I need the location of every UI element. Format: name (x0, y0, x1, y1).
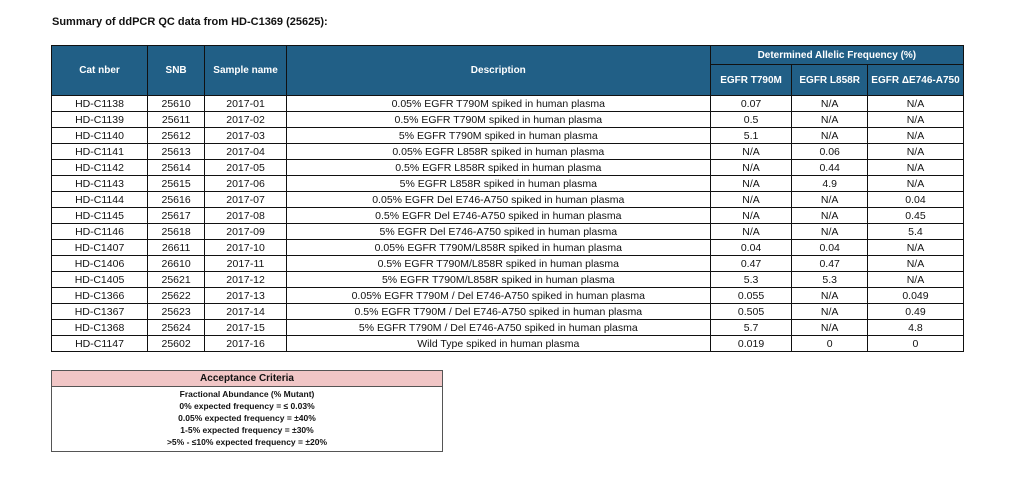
egfr-t790m-cell: 0.5 (710, 112, 792, 128)
header-cat-nber: Cat nber (52, 46, 148, 96)
egfr-t790m-cell: N/A (710, 144, 792, 160)
header-egfr-t790m: EGFR T790M (710, 65, 792, 96)
egfr-t790m-cell: 5.1 (710, 128, 792, 144)
snb-cell: 25623 (148, 304, 205, 320)
description-cell: 0.05% EGFR T790M spiked in human plasma (286, 96, 710, 112)
table-row (52, 336, 964, 352)
egfr-del-cell: 5.4 (867, 224, 963, 240)
table-row (52, 304, 964, 320)
cat-nber-cell: HD-C1406 (52, 256, 148, 272)
description-cell: 0.05% EGFR T790M / Del E746-A750 spiked in human plasma (286, 288, 710, 304)
egfr-del-cell: N/A (867, 112, 963, 128)
sample-name-cell: 2017-15 (205, 320, 287, 336)
egfr-l858r-cell: 0 (792, 336, 868, 352)
table-row (52, 240, 964, 256)
egfr-l858r-cell: N/A (792, 320, 868, 336)
egfr-del-cell: 4.8 (867, 320, 963, 336)
description-cell: 0.5% EGFR T790M spiked in human plasma (286, 112, 710, 128)
snb-cell: 25602 (148, 336, 205, 352)
cat-nber-cell: HD-C1144 (52, 192, 148, 208)
egfr-l858r-cell: 0.06 (792, 144, 868, 160)
egfr-del-cell: N/A (867, 160, 963, 176)
table-row (52, 176, 964, 192)
table-row (52, 288, 964, 304)
description-cell: 0.5% EGFR T790M / Del E746-A750 spiked in human plasma (286, 304, 710, 320)
criteria-body (52, 387, 442, 451)
cat-nber-cell: HD-C1367 (52, 304, 148, 320)
description-cell: 0.05% EGFR T790M/L858R spiked in human plasma (286, 240, 710, 256)
cat-nber-cell: HD-C1142 (52, 160, 148, 176)
snb-cell: 25622 (148, 288, 205, 304)
header-snb: SNB (148, 46, 205, 96)
description-cell: 5% EGFR T790M/L858R spiked in human plasma (286, 272, 710, 288)
table-row (52, 272, 964, 288)
description-cell: 5% EGFR L858R spiked in human plasma (286, 176, 710, 192)
cat-nber-cell: HD-C1139 (52, 112, 148, 128)
sample-name-cell: 2017-09 (205, 224, 287, 240)
egfr-del-cell: N/A (867, 176, 963, 192)
snb-cell: 25611 (148, 112, 205, 128)
sample-name-cell: 2017-01 (205, 96, 287, 112)
egfr-del-cell: 0.45 (867, 208, 963, 224)
egfr-l858r-cell: N/A (792, 288, 868, 304)
snb-cell: 25617 (148, 208, 205, 224)
sample-name-cell: 2017-06 (205, 176, 287, 192)
sample-name-cell: 2017-16 (205, 336, 287, 352)
sample-name-cell: 2017-14 (205, 304, 287, 320)
egfr-l858r-cell: 0.44 (792, 160, 868, 176)
table-row (52, 160, 964, 176)
table-body (52, 96, 964, 352)
table-row (52, 128, 964, 144)
table-row (52, 112, 964, 128)
snb-cell: 25610 (148, 96, 205, 112)
description-cell: 0.5% EGFR L858R spiked in human plasma (286, 160, 710, 176)
sample-name-cell: 2017-12 (205, 272, 287, 288)
description-cell: 5% EGFR T790M / Del E746-A750 spiked in human plasma (286, 320, 710, 336)
egfr-del-cell: 0.04 (867, 192, 963, 208)
egfr-del-cell: N/A (867, 240, 963, 256)
header-egfr-del: EGFR ΔE746-A750 (867, 65, 963, 96)
snb-cell: 25614 (148, 160, 205, 176)
egfr-t790m-cell: 5.3 (710, 272, 792, 288)
sample-name-cell: 2017-05 (205, 160, 287, 176)
egfr-del-cell: 0.049 (867, 288, 963, 304)
egfr-l858r-cell: 0.04 (792, 240, 868, 256)
cat-nber-cell: HD-C1147 (52, 336, 148, 352)
table-row (52, 208, 964, 224)
egfr-del-cell: 0.49 (867, 304, 963, 320)
snb-cell: 25612 (148, 128, 205, 144)
egfr-t790m-cell: 5.7 (710, 320, 792, 336)
egfr-t790m-cell: N/A (710, 192, 792, 208)
header-sample-name: Sample name (205, 46, 287, 96)
cat-nber-cell: HD-C1145 (52, 208, 148, 224)
snb-cell: 25624 (148, 320, 205, 336)
qc-data-table (51, 45, 964, 352)
description-cell: 5% EGFR T790M spiked in human plasma (286, 128, 710, 144)
cat-nber-cell: HD-C1140 (52, 128, 148, 144)
egfr-t790m-cell: N/A (710, 176, 792, 192)
description-cell: 0.05% EGFR Del E746-A750 spiked in human plasma (286, 192, 710, 208)
snb-cell: 26611 (148, 240, 205, 256)
egfr-t790m-cell: 0.07 (710, 96, 792, 112)
table-row (52, 224, 964, 240)
sample-name-cell: 2017-03 (205, 128, 287, 144)
egfr-t790m-cell: N/A (710, 208, 792, 224)
table-row (52, 144, 964, 160)
sample-name-cell: 2017-07 (205, 192, 287, 208)
cat-nber-cell: HD-C1368 (52, 320, 148, 336)
header-description: Description (286, 46, 710, 96)
egfr-t790m-cell: 0.055 (710, 288, 792, 304)
criteria-line: 0% expected frequency = ≤ 0.03% (179, 401, 315, 411)
egfr-del-cell: N/A (867, 272, 963, 288)
egfr-l858r-cell: 5.3 (792, 272, 868, 288)
cat-nber-cell: HD-C1366 (52, 288, 148, 304)
description-cell: 0.5% EGFR T790M/L858R spiked in human plasma (286, 256, 710, 272)
egfr-l858r-cell: N/A (792, 128, 868, 144)
egfr-l858r-cell: N/A (792, 208, 868, 224)
egfr-del-cell: 0 (867, 336, 963, 352)
table-row (52, 192, 964, 208)
egfr-del-cell: N/A (867, 144, 963, 160)
egfr-l858r-cell: N/A (792, 224, 868, 240)
egfr-t790m-cell: 0.019 (710, 336, 792, 352)
criteria-line: 1-5% expected frequency = ±30% (180, 425, 314, 435)
cat-nber-cell: HD-C1146 (52, 224, 148, 240)
description-cell: 0.5% EGFR Del E746-A750 spiked in human plasma (286, 208, 710, 224)
criteria-title: Acceptance Criteria (52, 371, 442, 387)
cat-nber-cell: HD-C1141 (52, 144, 148, 160)
description-cell: 0.05% EGFR L858R spiked in human plasma (286, 144, 710, 160)
cat-nber-cell: HD-C1143 (52, 176, 148, 192)
egfr-l858r-cell: N/A (792, 192, 868, 208)
egfr-l858r-cell: N/A (792, 112, 868, 128)
sample-name-cell: 2017-08 (205, 208, 287, 224)
acceptance-criteria-box (51, 370, 443, 452)
egfr-t790m-cell: N/A (710, 224, 792, 240)
criteria-line: >5% - ≤10% expected frequency = ±20% (166, 437, 328, 447)
cat-nber-cell: HD-C1405 (52, 272, 148, 288)
criteria-line: 0.05% expected frequency = ±40% (178, 413, 316, 423)
sample-name-cell: 2017-11 (205, 256, 287, 272)
page-title: Summary of ddPCR QC data from HD-C1369 (25625): (52, 16, 328, 28)
egfr-del-cell: N/A (867, 128, 963, 144)
sample-name-cell: 2017-13 (205, 288, 287, 304)
sample-name-cell: 2017-10 (205, 240, 287, 256)
cat-nber-cell: HD-C1407 (52, 240, 148, 256)
snb-cell: 25613 (148, 144, 205, 160)
egfr-l858r-cell: 0.47 (792, 256, 868, 272)
snb-cell: 25616 (148, 192, 205, 208)
sample-name-cell: 2017-04 (205, 144, 287, 160)
egfr-l858r-cell: 4.9 (792, 176, 868, 192)
criteria-subtitle: Fractional Abundance (% Mutant) (179, 389, 315, 399)
cat-nber-cell: HD-C1138 (52, 96, 148, 112)
snb-cell: 26610 (148, 256, 205, 272)
table-row (52, 96, 964, 112)
description-cell: 5% EGFR Del E746-A750 spiked in human plasma (286, 224, 710, 240)
egfr-t790m-cell: N/A (710, 160, 792, 176)
egfr-t790m-cell: 0.47 (710, 256, 792, 272)
egfr-t790m-cell: 0.04 (710, 240, 792, 256)
egfr-l858r-cell: N/A (792, 304, 868, 320)
egfr-t790m-cell: 0.505 (710, 304, 792, 320)
egfr-l858r-cell: N/A (792, 96, 868, 112)
snb-cell: 25615 (148, 176, 205, 192)
header-allelic-frequency: Determined Allelic Frequency (%) (710, 46, 963, 65)
egfr-del-cell: N/A (867, 256, 963, 272)
sample-name-cell: 2017-02 (205, 112, 287, 128)
snb-cell: 25621 (148, 272, 205, 288)
table-row (52, 256, 964, 272)
table-row (52, 320, 964, 336)
header-egfr-l858r: EGFR L858R (792, 65, 868, 96)
snb-cell: 25618 (148, 224, 205, 240)
egfr-del-cell: N/A (867, 96, 963, 112)
description-cell: Wild Type spiked in human plasma (286, 336, 710, 352)
